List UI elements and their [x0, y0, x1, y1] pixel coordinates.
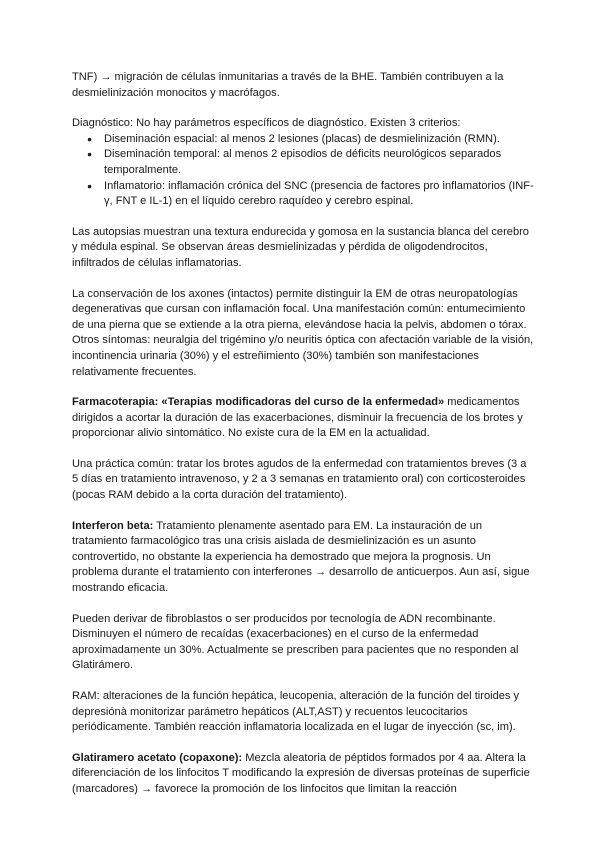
paragraph-autopsies: Las autopsias muestran una textura endurecida y gomosa en la sustancia blanca del cerebro y médula espinal. Se observan áreas desmielinizadas y pérdida de oligodendrocitos, infiltrados de células inflamatorias.: [72, 225, 529, 269]
paragraph-fibroblasts: Pueden derivar de fibroblastos o ser producidos por tecnología de ADN recombinante. Disminuyen el número de recaídas (exacerbaciones) en el curso de la enfermedad aproximadamente un 30%. Actualmente se prescriben para pacientes que no responden al Glatirámero.: [72, 612, 519, 672]
paragraph-common-practice: Una práctica común: tratar los brotes agudos de la enfermedad con tratamientos breves (3 a 5 días en tratamiento intravenoso, y 2 a 3 semanas en tratamiento oral) con corticosteroides (pocas RAM debido a la corta duración del tratamiento).: [72, 457, 527, 502]
paragraph-axons: La conservación de los axones (intactos) permite distinguir la EM de otras neuropatologías degenerativas que cursan con inflamación focal. Una manifestación común: entumecimiento de una pierna que se extiende a la otra pierna, elevándose hacia la pelvis, abdomen o tórax. Otros síntomas: neuralgia del trigémino y/o neuritis óptica con afectación variable de la visión, incontinencia urinaria (30%) y el estreñimiento (30%) también son manifestaciones relativamente frecuentes.: [72, 287, 534, 378]
paragraph-diagnosis: Diagnóstico: No hay parámetros específicos de diagnóstico. Existen 3 criterios:: [72, 117, 461, 130]
glatiramer-text: Mezcla aleatoria de péptidos formados por 4 aa. Altera la diferenciación de los linfocitos T modificando la expresión de diversas proteínas de superficie (marcadores) → favorece la promoción de los linfocitos que limitan la reacción: [72, 751, 530, 795]
interferon-heading: Interferon beta:: [72, 519, 154, 532]
paragraph-tnf-migration: TNF) → migración de células inmunitarias a través de la BHE. También contribuyen a la desmielinización monocitos y macrófagos.: [72, 71, 504, 99]
paragraph-ram: RAM: alteraciones de la función hepática, leucopenia, alteración de la función del tiroides y depresiónà monitorizar parámetro hepáticos (ALT,AST) y recuentos leucocitarios periódicamente. También reacción inflamatoria localizada en el lugar de inyección (sc, im).: [72, 690, 520, 734]
list-item: ● Diseminación espacial: al menos 2 lesiones (placas) de desmielinización (RMN).: [104, 132, 534, 148]
glatiramer-heading: Glatiramero acetato (copaxone):: [72, 751, 243, 764]
pharmacotherapy-heading: Farmacoterapia: «Terapias modificadoras del curso de la enfermedad»: [72, 396, 445, 409]
paragraph-glatiramer: [72, 751, 534, 798]
paragraph-interferon: [72, 519, 534, 597]
document-page: [72, 70, 534, 813]
criteria-list: [72, 132, 534, 210]
list-item: ● Diseminación temporal: al menos 2 episodios de déficits neurológicos separados temporalmente.: [104, 147, 534, 178]
paragraph-pharmacotherapy: [72, 395, 534, 442]
pharmacotherapy-text: medicamentos dirigidos a acortar la duración de las exacerbaciones, disminuir la frecuencia de los brotes y proporcionar alivio sintomático. No existe cura de la EM en la actualidad.: [72, 396, 523, 440]
interferon-text: Tratamiento plenamente asentado para EM. La instauración de un tratamiento farmacológico tras una crisis aislada de desmielinización es un asunto controvertido, no obstante la experiencia ha demostrado que mejora la prognosis. Un problema durante el tratamiento con interferones → desarrollo de anticuerpos. Aun así, sigue mostrando eficacia.: [72, 519, 530, 595]
list-item: ● Inflamatorio: inflamación crónica del SNC (presencia de factores pro inflamatorios (INF-γ, FNT e IL-1) en el líquido cerebro raquídeo y cerebro espinal.: [104, 179, 534, 210]
